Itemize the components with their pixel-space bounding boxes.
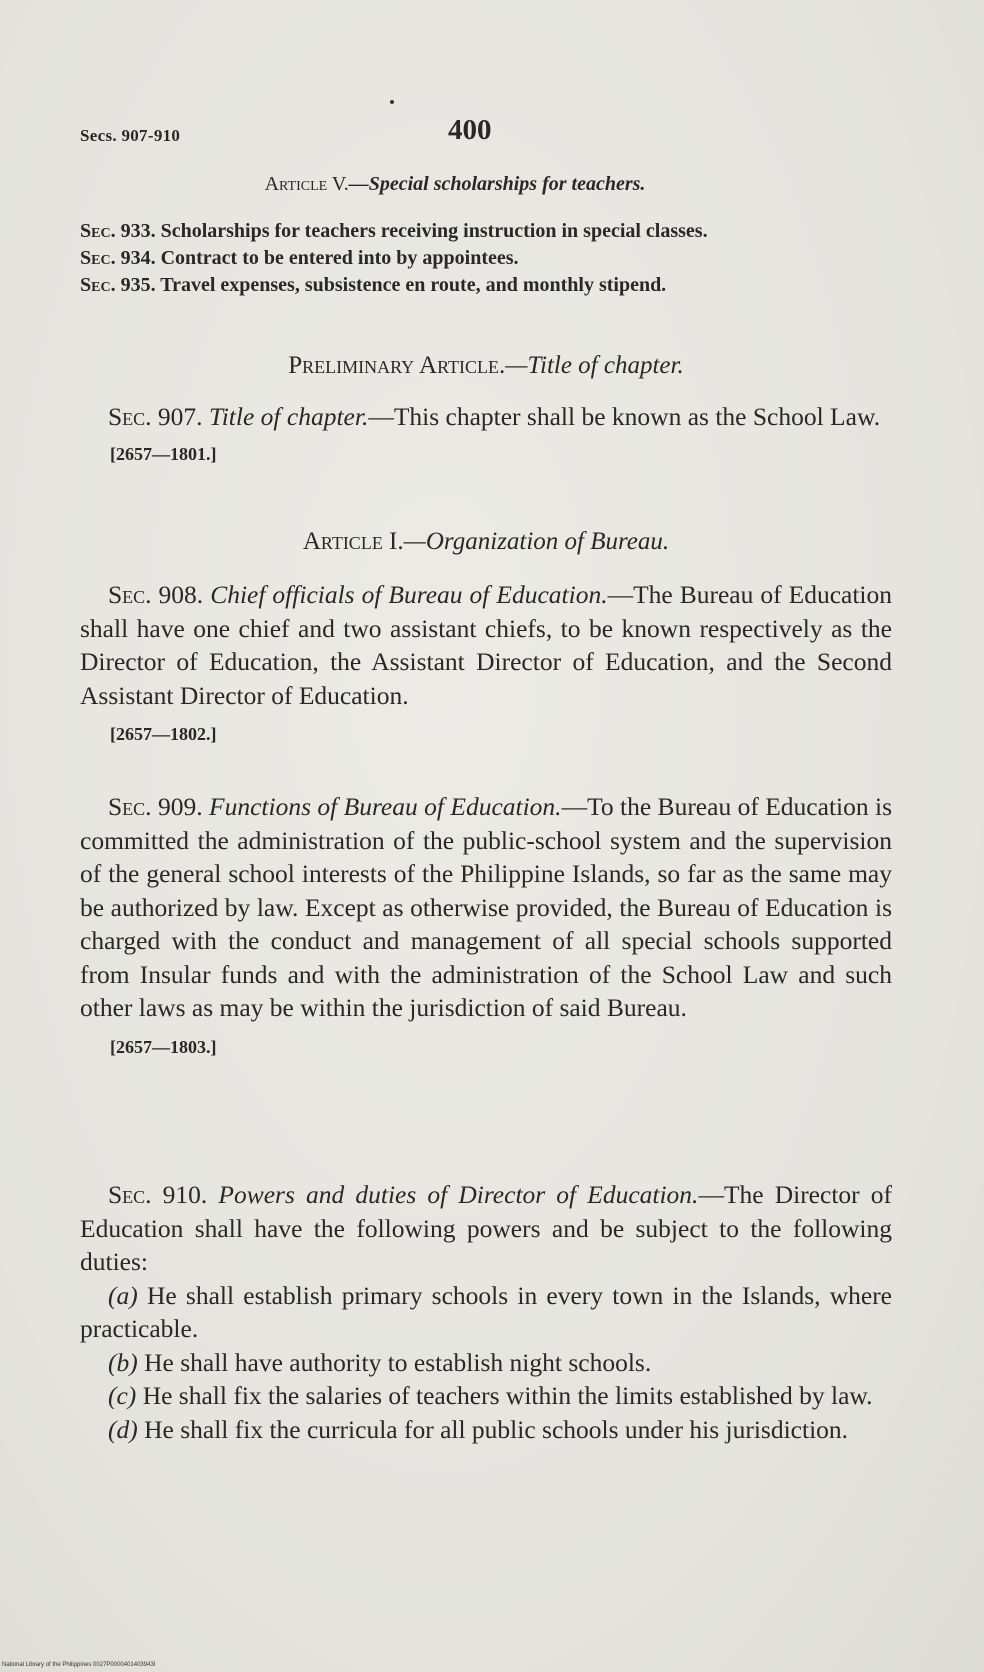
page-header — [80, 110, 892, 150]
section-909 — [80, 790, 892, 1059]
article-v-label: Article V. — [264, 173, 349, 195]
list-item: (d) He shall fix the curricula for all public schools under his jurisdiction. — [108, 1414, 849, 1444]
section-title: Chief officials of Bureau of Education. — [210, 580, 608, 609]
article-i-heading — [80, 528, 892, 556]
section-number: Sec. 910. — [108, 1180, 208, 1209]
list-item: (a) He shall establish primary schools in every town in the Islands, where practicable. — [80, 1280, 893, 1343]
ink-dot — [390, 100, 394, 104]
article-i-label: Article I. — [302, 528, 404, 555]
list-item: (c) He shall fix the salaries of teachers within the limits established by law. — [108, 1381, 873, 1410]
section-title: Functions of Bureau of Education. — [209, 792, 562, 821]
section-text: —The Bureau of Education shall have one chief and two assistant chiefs, to be known respectively as the Director of Education, the Assistant Director of Education, and the Second Assistant Director of Education. — [80, 580, 892, 710]
toc-list — [80, 218, 892, 299]
article-i-title: —Organization of Bureau. — [403, 528, 670, 555]
archive-footer: National Library of the Philippines 0027P0000401403943I — [2, 1662, 156, 1668]
article-v-heading — [130, 173, 780, 196]
section-note: [2657—1802.] — [110, 724, 217, 744]
section-text: —The Director of Education shall have the following powers and be subject to the following duties: — [80, 1180, 892, 1276]
section-910 — [80, 1178, 892, 1446]
section-908 — [80, 578, 892, 746]
toc-item: Sec. 933. Scholarships for teachers receiving instruction in special classes. — [80, 220, 708, 242]
section-title: Powers and duties of Director of Education. — [218, 1180, 699, 1209]
section-title: Title of chapter. — [208, 402, 369, 431]
section-number: Sec. 908. — [108, 580, 204, 609]
toc-item: Sec. 934. Contract to be entered into by appointees. — [80, 247, 519, 269]
section-note: [2657—1803.] — [110, 1036, 217, 1057]
toc-item: Sec. 935. Travel expenses, subsistence en route, and monthly stipend. — [80, 274, 667, 296]
preliminary-label: Preliminary Article. — [288, 352, 506, 379]
article-v-title: —Special scholarships for teachers. — [348, 173, 646, 195]
preliminary-heading — [80, 352, 892, 380]
section-text: —To the Bureau of Education is committed the administration of the public-school system and the supervision of the general school interests of the Philippine Islands, so far as the same may be authorized by law. Except as otherwise provided, the Bureau of Education is charged with the conduct and management of all special schools supported from Insular funds and with the administration of the School Law and such other laws as may be within the jurisdiction of said Bureau. — [80, 792, 893, 1022]
list-item: (b) He shall have authority to establish night schools. — [108, 1347, 652, 1377]
section-number: Sec. 909. — [108, 792, 203, 821]
page-number: 400 — [448, 114, 492, 146]
preliminary-title: —Title of chapter. — [505, 352, 684, 379]
section-text: —This chapter shall be known as the School Law. — [368, 402, 881, 431]
running-head: Secs. 907-910 — [80, 126, 181, 145]
section-907 — [80, 400, 892, 466]
section-note: [2657—1801.] — [110, 443, 217, 464]
section-number: Sec. 907. — [108, 402, 203, 431]
